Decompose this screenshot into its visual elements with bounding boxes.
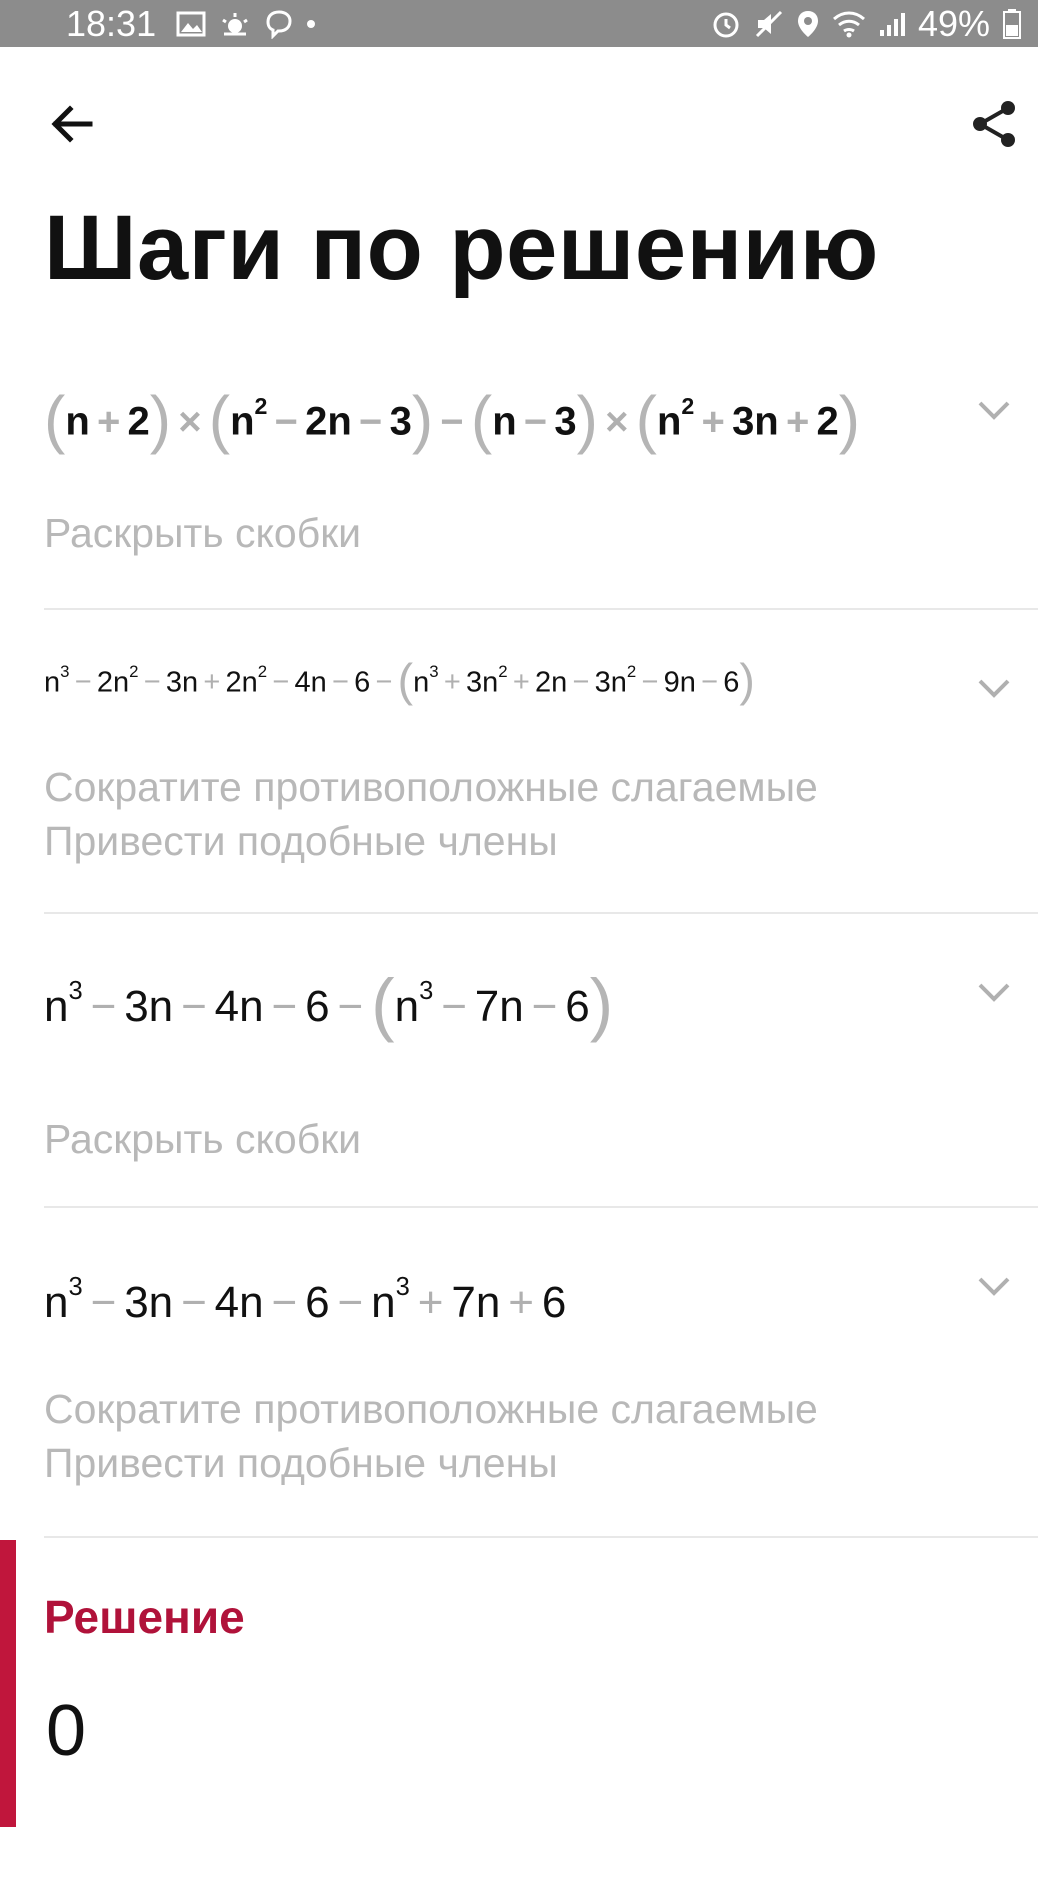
- gallery-icon: [176, 11, 206, 37]
- operator: −: [572, 666, 590, 699]
- parenthesis: ): [149, 383, 172, 455]
- step-expression: [44, 383, 861, 455]
- operator: −: [90, 981, 117, 1031]
- operator: +: [508, 1278, 534, 1327]
- step-description-line: Раскрыть скобки: [44, 1116, 362, 1162]
- math-term: 7n: [451, 1278, 501, 1327]
- math-term: 4n: [214, 1278, 264, 1327]
- math-term: 2n: [225, 666, 258, 699]
- math-term: 2: [127, 399, 150, 444]
- math-term: 2n: [305, 399, 352, 444]
- operator: −: [90, 1278, 117, 1327]
- chevron-down-icon[interactable]: [974, 972, 1014, 1012]
- math-term: 3: [389, 399, 412, 444]
- chevron-down-icon[interactable]: [974, 390, 1014, 430]
- math-term: n: [413, 666, 430, 699]
- math-term: 6: [723, 666, 740, 699]
- math-term: 6: [354, 666, 371, 699]
- math-term: 6: [305, 1278, 330, 1327]
- operator: +: [701, 399, 725, 444]
- math-term: n: [44, 666, 61, 699]
- operator: +: [96, 399, 121, 444]
- operator: −: [181, 1278, 207, 1327]
- exponent: 3: [60, 661, 70, 681]
- math-term: n: [656, 399, 682, 444]
- operator: ×: [178, 399, 202, 444]
- parenthesis: ): [838, 383, 861, 455]
- step-description-line: Сократите противоположные слагаемые: [44, 1386, 818, 1432]
- step-divider: [44, 912, 1038, 914]
- solution-label: Решение: [44, 1591, 245, 1643]
- step-expression: [44, 1272, 567, 1328]
- math-term: 3n: [124, 981, 174, 1031]
- step-description: [44, 506, 361, 560]
- step-description-line: Привести подобные члены: [44, 818, 558, 864]
- operator: −: [274, 399, 298, 444]
- step-description-line: Раскрыть скобки: [44, 510, 362, 556]
- math-term: 6: [305, 981, 330, 1031]
- operator: −: [641, 666, 659, 699]
- operator: −: [523, 399, 548, 444]
- parenthesis: ): [739, 654, 755, 706]
- location-icon: [796, 9, 820, 39]
- math-term: n: [65, 399, 90, 444]
- operator: −: [181, 981, 207, 1031]
- parenthesis: (: [397, 654, 414, 706]
- parenthesis: (: [470, 383, 493, 455]
- step-description: [44, 1112, 361, 1166]
- signal-icon: [878, 10, 906, 38]
- parenthesis: ): [411, 383, 434, 455]
- math-term: 2n: [535, 666, 568, 699]
- exponent: 3: [68, 1272, 83, 1301]
- exponent: 3: [419, 976, 434, 1005]
- math-term: n: [492, 399, 517, 444]
- status-time: 18:31: [66, 2, 157, 44]
- exponent: 3: [68, 976, 83, 1005]
- operator: −: [337, 1278, 364, 1327]
- operator: −: [271, 981, 298, 1031]
- solution-accent-bar: [0, 1540, 16, 1827]
- step-description: [44, 760, 818, 868]
- math-term: 3n: [594, 666, 627, 699]
- operator: −: [272, 666, 290, 699]
- exponent: 2: [626, 661, 637, 681]
- math-term: 9n: [663, 666, 696, 699]
- exponent: 2: [498, 661, 508, 681]
- math-term: n: [44, 1278, 69, 1327]
- math-term: 7n: [474, 981, 524, 1031]
- solution-step[interactable]: [44, 612, 1038, 916]
- exponent: 2: [129, 661, 139, 681]
- battery-percent: 49%: [917, 2, 990, 44]
- math-term: 4n: [294, 666, 327, 699]
- alarm-icon: [710, 8, 742, 40]
- operator: −: [701, 666, 719, 699]
- operator: −: [531, 981, 558, 1031]
- status-bar: [0, 0, 1038, 47]
- math-term: 3n: [466, 666, 499, 699]
- exponent: 2: [254, 393, 268, 420]
- step-expression: [44, 964, 614, 1043]
- step-expression: [44, 654, 755, 706]
- operator: −: [440, 399, 464, 444]
- back-button[interactable]: [44, 96, 100, 152]
- operator: −: [143, 666, 161, 699]
- parenthesis: (: [371, 964, 395, 1043]
- top-app-bar: [0, 80, 1038, 160]
- exponent: 3: [395, 1272, 410, 1301]
- solution-step[interactable]: [44, 380, 1038, 612]
- math-term: 3: [554, 399, 577, 444]
- arrow-left-icon: [48, 100, 96, 148]
- solution-value: 0: [46, 1691, 87, 1771]
- operator: −: [74, 666, 92, 699]
- parenthesis: (: [635, 383, 657, 455]
- wifi-icon: [832, 10, 866, 38]
- solution-step[interactable]: [44, 916, 1038, 1210]
- math-term: 3n: [165, 666, 199, 699]
- notification-dot-icon: [306, 19, 316, 29]
- parenthesis: (: [44, 383, 66, 455]
- exponent: 3: [429, 661, 439, 681]
- operator: −: [337, 981, 364, 1031]
- operator: +: [785, 399, 810, 444]
- weather-icon: [218, 10, 252, 38]
- math-term: 4n: [214, 981, 264, 1031]
- page-title: Шаги по решению: [44, 197, 879, 299]
- exponent: 2: [681, 393, 695, 420]
- math-term: 6: [565, 981, 590, 1031]
- step-divider: [44, 1536, 1038, 1538]
- operator: +: [512, 666, 530, 699]
- operator: −: [375, 666, 393, 699]
- chevron-down-icon[interactable]: [974, 1266, 1014, 1306]
- chevron-down-icon[interactable]: [974, 668, 1014, 708]
- step-description-line: Привести подобные члены: [44, 1440, 558, 1486]
- step-divider: [44, 1206, 1038, 1208]
- operator: −: [359, 399, 383, 444]
- math-term: 3n: [124, 1278, 174, 1327]
- operator: +: [443, 666, 461, 699]
- operator: ×: [605, 399, 629, 444]
- math-term: n: [44, 981, 69, 1031]
- operator: −: [441, 981, 467, 1031]
- operator: +: [203, 666, 221, 699]
- exponent: 2: [257, 661, 268, 681]
- math-term: n: [371, 1278, 396, 1327]
- parenthesis: ): [576, 383, 598, 455]
- battery-icon: [1002, 8, 1022, 40]
- operator: −: [271, 1278, 298, 1327]
- math-term: 2: [816, 399, 839, 444]
- share-button[interactable]: [964, 94, 1024, 154]
- parenthesis: ): [589, 964, 614, 1043]
- math-term: 6: [541, 1278, 567, 1327]
- share-icon: [968, 98, 1020, 150]
- step-description: [44, 1382, 818, 1490]
- step-divider: [44, 608, 1038, 610]
- operator: +: [417, 1278, 444, 1327]
- math-term: 3n: [732, 399, 779, 444]
- math-term: n: [230, 399, 255, 444]
- math-term: 2n: [96, 666, 130, 699]
- operator: −: [332, 666, 349, 699]
- math-term: n: [394, 981, 420, 1031]
- solution-step[interactable]: [44, 1210, 1038, 1540]
- viber-icon: [264, 9, 294, 39]
- mute-icon: [754, 9, 784, 39]
- step-description-line: Сократите противоположные слагаемые: [44, 764, 818, 810]
- parenthesis: (: [208, 383, 231, 455]
